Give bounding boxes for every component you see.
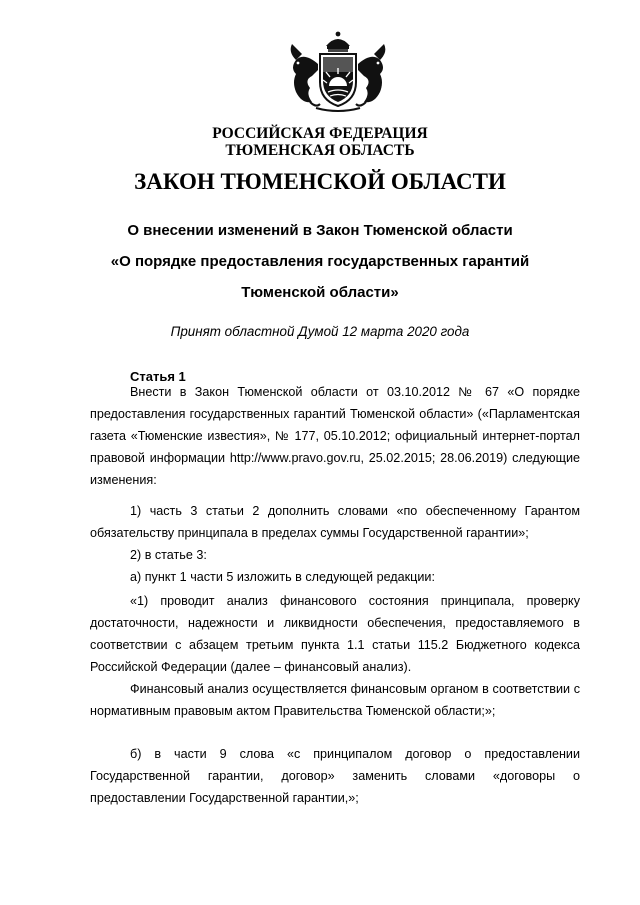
subtitle-line-3: Тюменской области» <box>241 284 399 301</box>
tyumen-coat-of-arms-icon <box>282 30 394 114</box>
law-title: ЗАКОН ТЮМЕНСКОЙ ОБЛАСТИ <box>134 169 506 194</box>
article-paragraph: 1) часть 3 статьи 2 дополнить словами «по обеспеченному Гарантом обязательству принципала в пределах суммы Государственной гарантии»; <box>90 504 580 540</box>
subtitle-line-1: О внесении изменений в Закон Тюменской области <box>127 222 513 239</box>
article-paragraph: а) пункт 1 части 5 изложить в следующей редакции: <box>130 570 435 584</box>
region-heading: ТЮМЕНСКАЯ ОБЛАСТЬ <box>225 142 415 159</box>
article-heading: Статья 1 <box>130 369 186 384</box>
article-paragraph: 2) в статье 3: <box>130 548 207 562</box>
article-paragraph: Финансовый анализ осуществляется финансовым органом в соответствии с нормативным правовым актом Правительства Тюменской области;»; <box>90 682 580 718</box>
subtitle-line-2: «О порядке предоставления государственных гарантий <box>110 253 530 270</box>
article-paragraph: Внести в Закон Тюменской области от 03.10.2012 № 67 «О порядке предоставления государственных гарантий Тюменской области» («Парламентская газета «Тюменские известия», № 177, 05.10.2012; официальный интернет-портал правовой информации http://www.pravo.gov.ru, 25.02.2015; 28.06.2019) следующие изменения: <box>90 385 580 487</box>
article-paragraph: «1) проводит анализ финансового состояния принципала, проверку достаточности, надежности и ликвидности обеспечения, предоставляемого в соответствии с абзацем третьим пункта 1.1 статьи 115.2 Бюджетного кодекса Российской Федерации (далее – финансовый анализ). <box>90 594 580 674</box>
country-heading: РОССИЙСКАЯ ФЕДЕРАЦИЯ <box>212 125 428 142</box>
adoption-note: Принят областной Думой 12 марта 2020 года <box>170 324 470 339</box>
article-paragraph: б) в части 9 слова «с принципалом договор о предоставлении Государственной гарантии, договор» заменить словами «договоры о предоставлении Государственной гарантии,»; <box>90 747 580 805</box>
